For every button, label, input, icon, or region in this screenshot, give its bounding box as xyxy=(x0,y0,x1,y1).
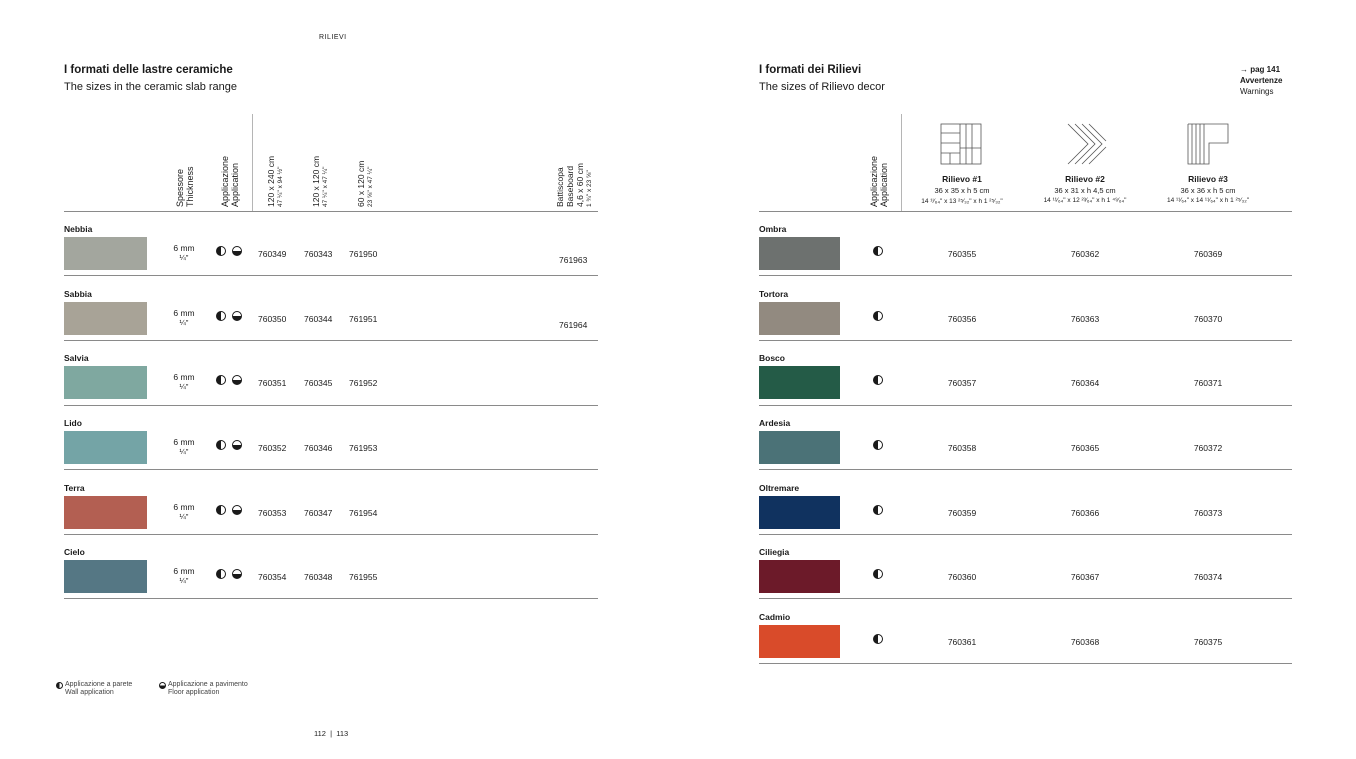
row-divider xyxy=(64,534,598,535)
code-60x120: 761951 xyxy=(349,314,378,324)
code-rilievo-1: 760358 xyxy=(947,443,977,453)
right-subtitle: The sizes of Rilievo decor xyxy=(759,81,885,93)
code-rilievo-2: 760364 xyxy=(1070,378,1100,388)
code-rilievo-1: 760357 xyxy=(947,378,977,388)
floor-application-icon xyxy=(232,440,242,450)
wall-application-icon xyxy=(873,634,883,644)
code-120x240: 760354 xyxy=(258,572,287,582)
page-numbers: 112 | 113 xyxy=(314,729,349,738)
left-header-rule xyxy=(64,211,598,212)
row-name: Terra xyxy=(64,483,85,493)
code-rilievo-1: 760356 xyxy=(947,314,977,324)
color-swatch xyxy=(64,366,147,399)
wall-application-icon xyxy=(216,311,226,321)
row-name: Nebbia xyxy=(64,224,93,234)
size-header-120x120: 120 x 120 cm 47 ¼" x 47 ¼" xyxy=(311,155,329,207)
color-swatch xyxy=(64,237,147,270)
legend-floor: Applicazione a pavimento Floor application xyxy=(168,681,248,696)
code-rilievo-3: 760375 xyxy=(1193,637,1223,647)
row-name: Ciliegia xyxy=(759,547,790,557)
row-divider xyxy=(64,405,598,406)
thickness-value: 6 mm ¼" xyxy=(173,437,195,456)
code-120x240: 760350 xyxy=(258,314,287,324)
code-120x120: 760344 xyxy=(304,314,333,324)
code-baseboard: 761964 xyxy=(559,320,588,330)
code-rilievo-3: 760371 xyxy=(1193,378,1223,388)
floor-application-icon xyxy=(232,246,242,256)
code-rilievo-3: 760372 xyxy=(1193,443,1223,453)
row-name: Cadmio xyxy=(759,612,791,622)
row-divider xyxy=(759,405,1292,406)
warnings-label-en: Warnings xyxy=(1240,87,1274,96)
thickness-value: 6 mm ¼" xyxy=(173,566,195,585)
code-rilievo-2: 760368 xyxy=(1070,637,1100,647)
row-name: Salvia xyxy=(64,353,89,363)
wall-application-icon xyxy=(873,375,883,385)
code-60x120: 761955 xyxy=(349,572,378,582)
floor-application-icon xyxy=(159,682,166,689)
code-rilievo-3: 760370 xyxy=(1193,314,1223,324)
left-subtitle: The sizes in the ceramic slab range xyxy=(64,81,238,93)
code-rilievo-3: 760374 xyxy=(1193,572,1223,582)
wall-application-icon xyxy=(873,246,883,256)
product-name-rilievo-1: Rilievo #1 xyxy=(942,174,982,184)
color-swatch xyxy=(759,560,840,593)
size-header-60x120: 60 x 120 cm 23 ⅝" x 47 ¼" xyxy=(356,160,374,207)
thickness-value: 6 mm ¼" xyxy=(173,502,195,521)
application-header: Applicazione Application xyxy=(869,155,889,207)
color-swatch xyxy=(64,302,147,335)
code-120x120: 760347 xyxy=(304,508,333,518)
code-rilievo-2: 760362 xyxy=(1070,249,1100,259)
code-rilievo-2: 760367 xyxy=(1070,572,1100,582)
product-dim-in-rilievo-2: 14 ¹¹⁄₆₄" x 12 ²³⁄₆₄" x h 1 ⁴⁹⁄₆₄" xyxy=(1043,197,1127,204)
code-60x120: 761953 xyxy=(349,443,378,453)
product-name-rilievo-3: Rilievo #3 xyxy=(1188,174,1228,184)
color-swatch xyxy=(64,431,147,464)
product-dim-rilievo-1: 36 x 35 x h 5 cm xyxy=(934,186,990,195)
row-divider xyxy=(64,469,598,470)
thickness-value: 6 mm ¼" xyxy=(173,308,195,327)
warnings-reference[interactable] xyxy=(1240,64,1282,97)
code-120x240: 760351 xyxy=(258,378,287,388)
rilievo-3-pattern-icon xyxy=(1187,123,1229,165)
code-rilievo-2: 760363 xyxy=(1070,314,1100,324)
size-header-120x240: 120 x 240 cm 47 ¼" x 94 ½" xyxy=(266,155,284,207)
wall-application-icon xyxy=(873,569,883,579)
section-tag: RILIEVI xyxy=(319,34,347,41)
wall-application-icon xyxy=(56,682,63,689)
wall-application-icon xyxy=(216,375,226,385)
row-name: Oltremare xyxy=(759,483,800,493)
row-name: Tortora xyxy=(759,289,789,299)
floor-application-icon xyxy=(232,311,242,321)
floor-application-icon xyxy=(232,375,242,385)
color-swatch xyxy=(759,237,840,270)
header-divider xyxy=(252,114,253,211)
right-title: I formati dei Rilievi xyxy=(759,64,862,76)
row-divider xyxy=(64,275,598,276)
row-divider xyxy=(64,598,598,599)
product-name-rilievo-2: Rilievo #2 xyxy=(1065,174,1105,184)
code-rilievo-1: 760359 xyxy=(947,508,977,518)
row-divider xyxy=(759,340,1292,341)
code-120x120: 760345 xyxy=(304,378,333,388)
row-name: Sabbia xyxy=(64,289,92,299)
product-dim-in-rilievo-3: 14 ¹¹⁄₆₄" x 14 ¹¹⁄₆₄" x h 1 ²⁵⁄₃₂" xyxy=(1166,197,1250,204)
thickness-value: 6 mm ¼" xyxy=(173,372,195,391)
code-120x120: 760348 xyxy=(304,572,333,582)
wall-application-icon xyxy=(216,246,226,256)
product-dim-in-rilievo-1: 14 ¹ⁱ⁄₆₄" x 13 ²⁵⁄₃₂" x h 1 ²⁵⁄₃₂" xyxy=(921,198,1003,205)
row-name: Bosco xyxy=(759,353,785,363)
row-divider xyxy=(759,534,1292,535)
wall-application-icon xyxy=(216,440,226,450)
code-rilievo-1: 760361 xyxy=(947,637,977,647)
code-120x120: 760346 xyxy=(304,443,333,453)
code-rilievo-2: 760365 xyxy=(1070,443,1100,453)
row-divider xyxy=(759,275,1292,276)
rilievo-2-pattern-icon xyxy=(1065,123,1107,165)
code-120x240: 760352 xyxy=(258,443,287,453)
code-120x120: 760343 xyxy=(304,249,333,259)
color-swatch xyxy=(759,625,840,658)
wall-application-icon xyxy=(216,569,226,579)
wall-application-icon xyxy=(873,311,883,321)
floor-application-icon xyxy=(232,569,242,579)
color-swatch xyxy=(64,496,147,529)
color-swatch xyxy=(759,302,840,335)
row-divider xyxy=(759,469,1292,470)
rilievo-1-pattern-icon xyxy=(940,123,982,165)
row-name: Ombra xyxy=(759,224,787,234)
color-swatch xyxy=(759,366,840,399)
thickness-value: 6 mm ¼" xyxy=(173,243,195,262)
wall-application-icon xyxy=(873,505,883,515)
code-rilievo-3: 760369 xyxy=(1193,249,1223,259)
code-rilievo-2: 760366 xyxy=(1070,508,1100,518)
code-baseboard: 761963 xyxy=(559,255,588,265)
code-rilievo-3: 760373 xyxy=(1193,508,1223,518)
thickness-header: Spessore Thickness xyxy=(175,166,195,207)
wall-application-icon xyxy=(216,505,226,515)
row-divider xyxy=(759,598,1292,599)
code-rilievo-1: 760360 xyxy=(947,572,977,582)
row-divider xyxy=(64,340,598,341)
legend-wall: Applicazione a parete Wall application xyxy=(65,681,133,696)
code-60x120: 761954 xyxy=(349,508,378,518)
product-dim-rilievo-3: 36 x 36 x h 5 cm xyxy=(1180,186,1236,195)
row-name: Lido xyxy=(64,418,82,428)
row-name: Cielo xyxy=(64,547,85,557)
code-60x120: 761950 xyxy=(349,249,378,259)
row-name: Ardesia xyxy=(759,418,791,428)
page-reference-link[interactable]: → pag 141 xyxy=(1240,65,1281,74)
wall-application-icon xyxy=(873,440,883,450)
floor-application-icon xyxy=(232,505,242,515)
code-rilievo-1: 760355 xyxy=(947,249,977,259)
right-header-rule xyxy=(759,211,1292,212)
color-swatch xyxy=(759,496,840,529)
left-title: I formati delle lastre ceramiche xyxy=(64,64,233,76)
warnings-label-it: Avvertenze xyxy=(1240,76,1283,85)
row-divider xyxy=(759,663,1292,664)
code-120x240: 760349 xyxy=(258,249,287,259)
application-header: Applicazione Application xyxy=(220,155,240,207)
code-120x240: 760353 xyxy=(258,508,287,518)
baseboard-header: Battiscopa Baseboard 4,6 x 60 cm 1 ¾" x 23 ⅝" xyxy=(555,163,593,207)
code-60x120: 761952 xyxy=(349,378,378,388)
color-swatch xyxy=(64,560,147,593)
product-dim-rilievo-2: 36 x 31 x h 4,5 cm xyxy=(1054,186,1116,195)
color-swatch xyxy=(759,431,840,464)
